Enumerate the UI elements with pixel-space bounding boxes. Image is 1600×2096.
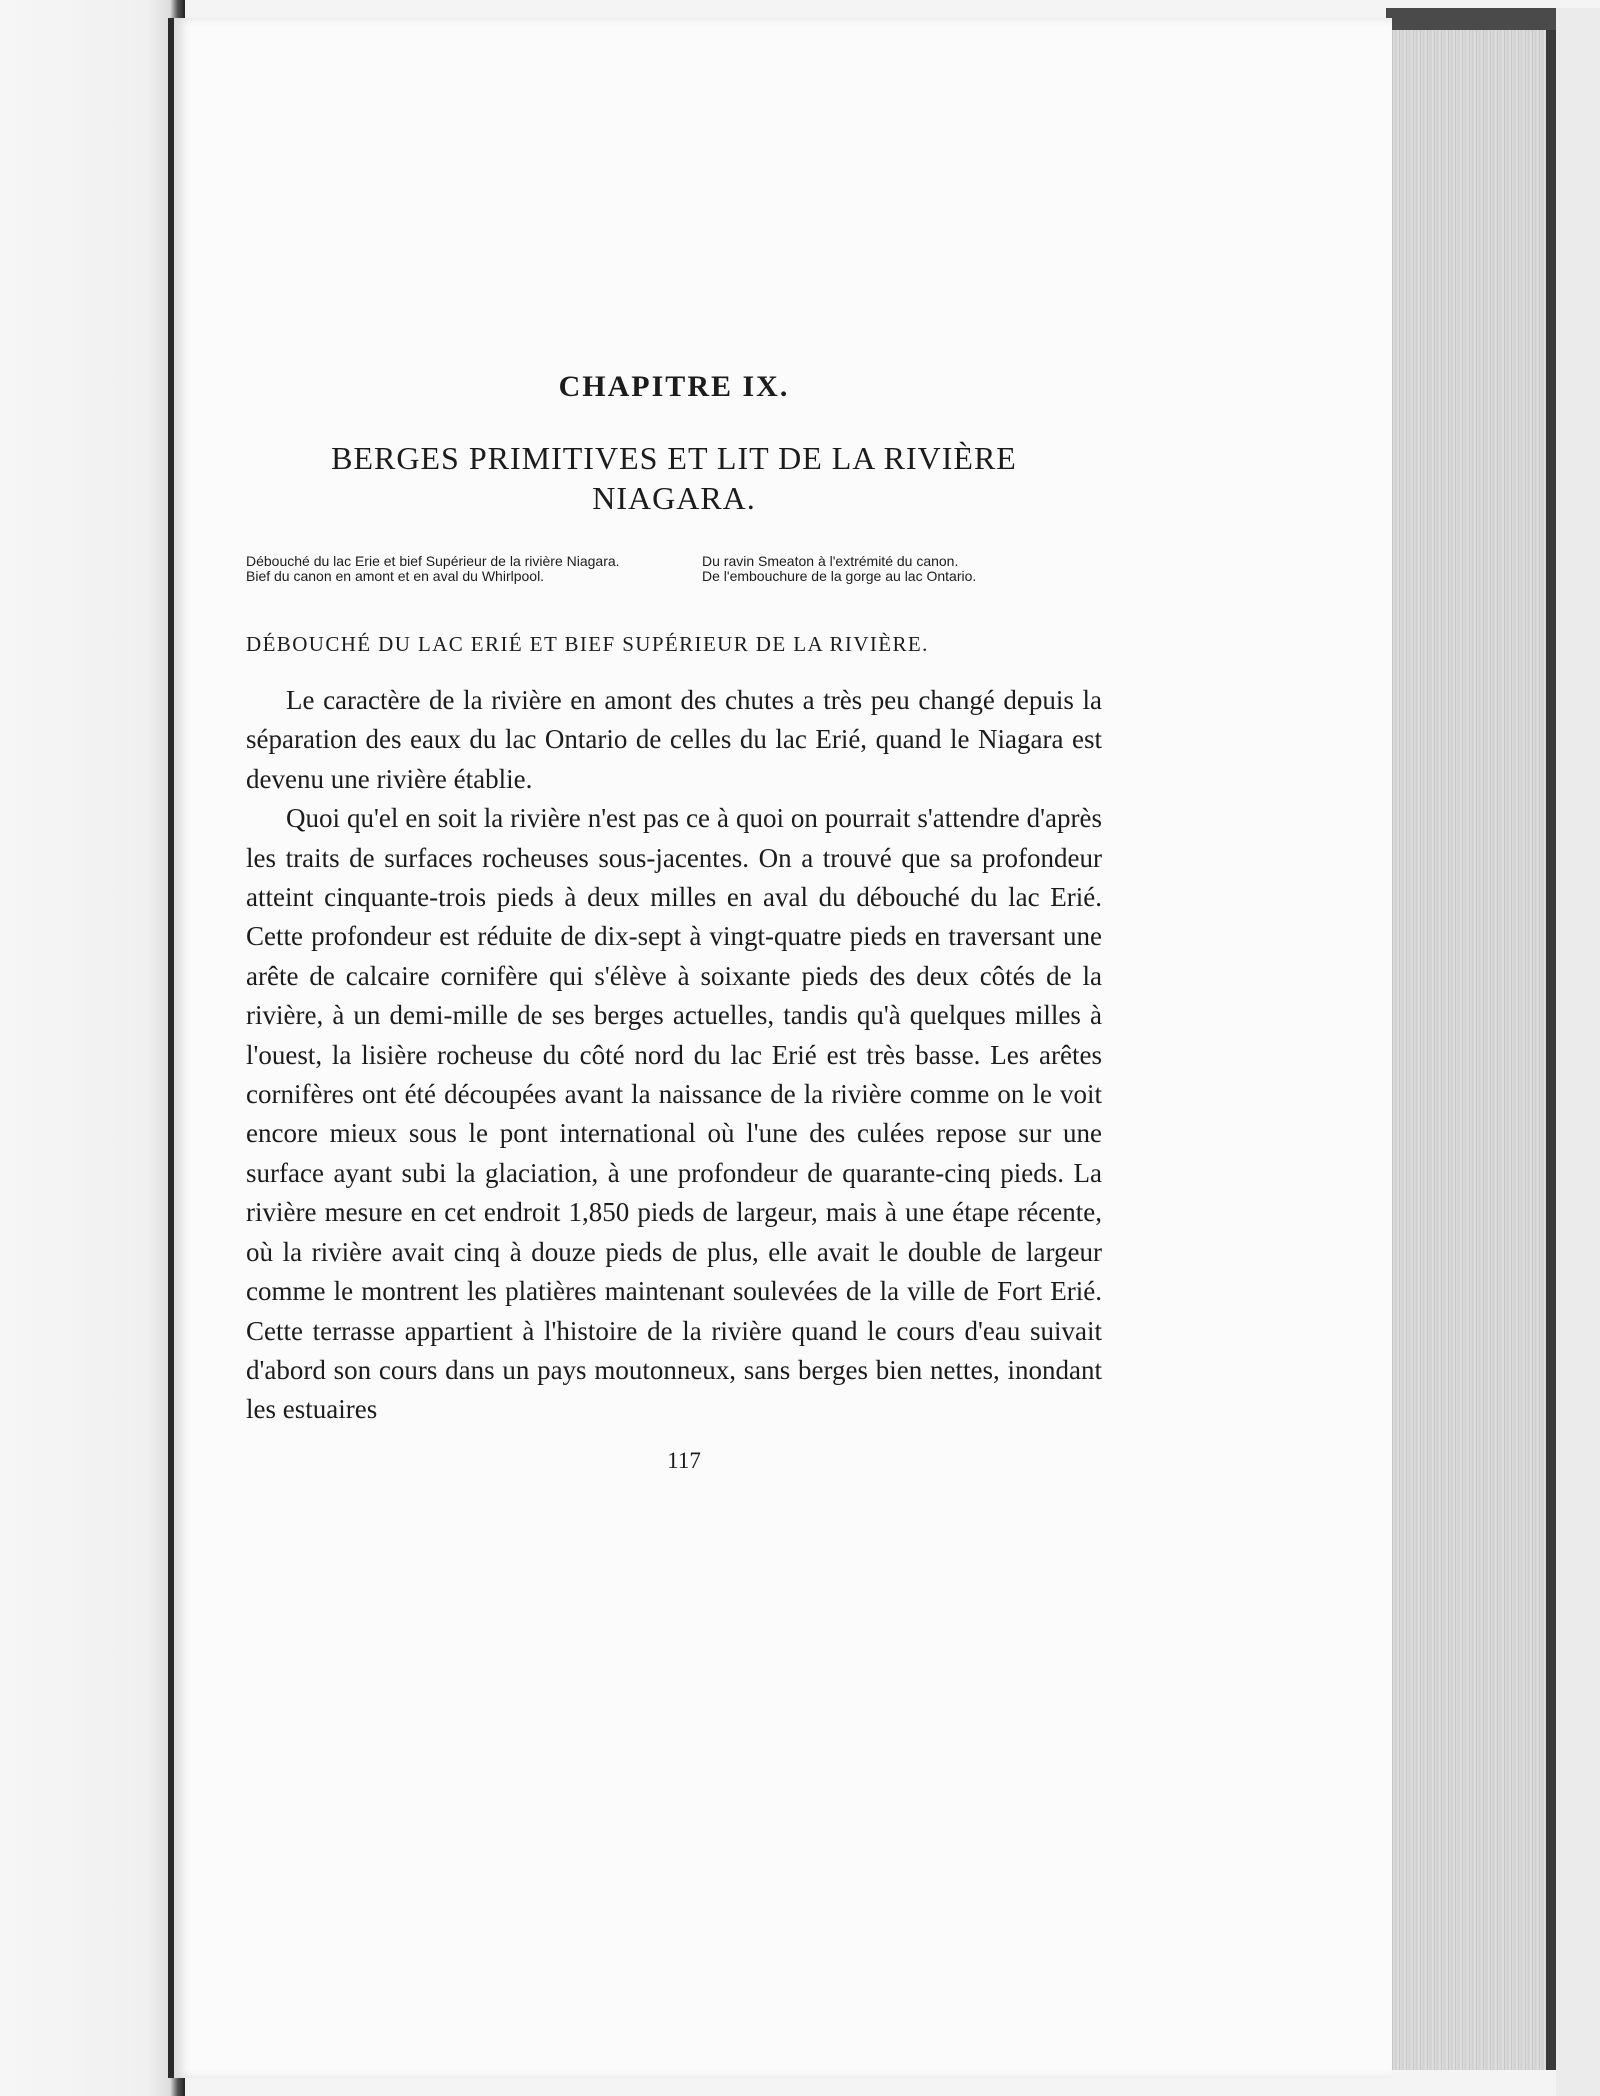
left-page-edge [0, 0, 185, 2096]
body-text [246, 681, 1102, 1430]
summary-left-column [246, 554, 646, 584]
summary-entry: Débouché du lac Erie et bief Supérieur de la rivière Niagara. [246, 553, 620, 569]
page-content [246, 370, 1102, 1474]
summary-entry: Du ravin Smeaton à l'extrémité du canon. [702, 553, 959, 569]
page-stack-edge [1386, 30, 1556, 2070]
chapter-title: BERGES PRIMITIVES ET LIT DE LA RIVIÈRE NIAGARA. [331, 440, 1017, 516]
chapter-heading: CHAPITRE IX. [558, 370, 790, 403]
paragraph: Quoi qu'el en soit la rivière n'est pas ce à quoi on pourrait s'attendre d'après les traits de surfaces rocheuses sous-jacentes. On a trouvé que sa profondeur atteint cinquante-trois pieds à deux milles en aval du débouché du lac Erié. Cette profondeur est réduite de dix-sept à vingt-quatre pieds en traversant une arête de calcaire cornifère qui s'élève à soixante pieds des deux côtés de la rivière, à un demi-mille de ses berges actuelles, tandis qu'à quelques milles à l'ouest, la lisière rocheuse du côté nord du lac Erié est très basse. Les arêtes cornifères ont été découpées avant la naissance de la rivière comme on le voit encore mieux sous le pont international où l'une des culées repose sur une surface ayant subi la glaciation, à une profondeur de quarante-cinq pieds. La rivière mesure en cet endroit 1,850 pieds de largeur, mais à une étape récente, où la rivière avait cinq à douze pieds de plus, elle avait le double de largeur comme le montrent les platières maintenant soulevées de la ville de Fort Erié. Cette terrasse appartient à l'histoire de la rivière quand le cours d'eau suivait d'abord son cours dans un pays moutonneux, sans berges bien nettes, inondant les estuaires [246, 803, 1102, 1425]
scan-background [1556, 8, 1600, 2096]
page-number: 117 [667, 1447, 701, 1473]
summary-entry: Bief du canon en amont et en aval du Whirlpool. [246, 568, 545, 584]
summary-right-column [702, 554, 1102, 584]
section-heading: DÉBOUCHÉ DU LAC ERIÉ ET BIEF SUPÉRIEUR DE LA RIVIÈRE. [246, 632, 929, 656]
chapter-summary [246, 554, 1102, 584]
paragraph: Le caractère de la rivière en amont des chutes a très peu changé depuis la séparation des eaux du lac Ontario de celles du lac Erié, quand le Niagara est devenu une rivière établie. [246, 685, 1102, 794]
summary-entry: De l'embouchure de la gorge au lac Ontario. [702, 568, 977, 584]
book-top-edge [1386, 8, 1566, 32]
